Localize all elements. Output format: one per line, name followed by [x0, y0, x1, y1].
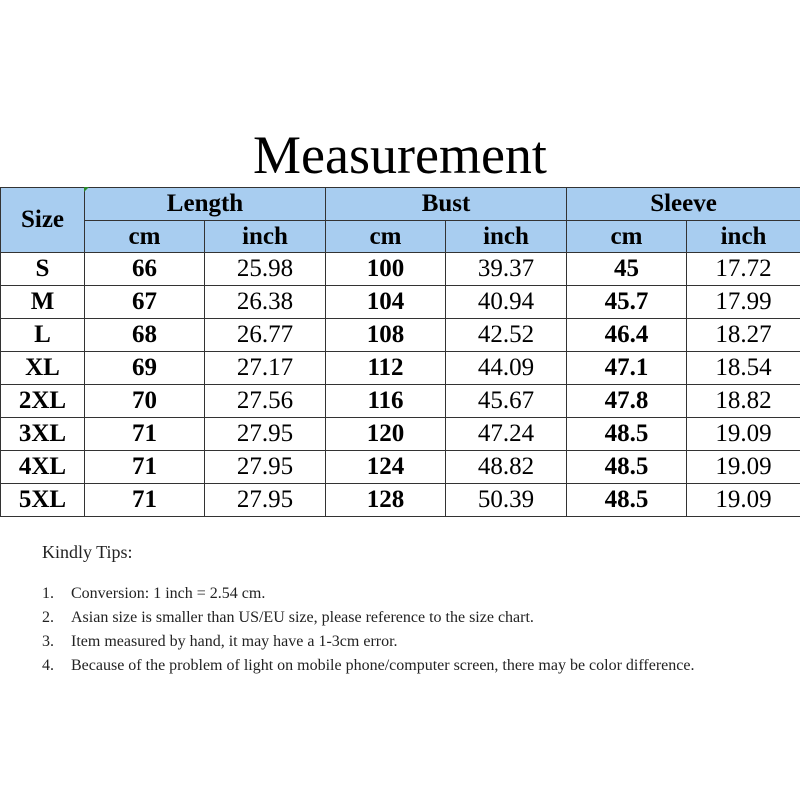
length-cm-cell: 68: [85, 319, 205, 352]
length-inch-cell: 27.95: [205, 451, 326, 484]
table-row: [1, 352, 800, 385]
sleeve-inch-cell: 19.09: [687, 418, 800, 451]
size-cell: XL: [1, 352, 85, 385]
sleeve-cm-cell: 45.7: [567, 286, 687, 319]
table-row: [1, 484, 800, 517]
length-inch-header: inch: [205, 221, 326, 253]
table-row: [1, 319, 800, 352]
bust-inch-cell: 48.82: [446, 451, 567, 484]
length-cm-cell: 67: [85, 286, 205, 319]
sleeve-inch-cell: 18.54: [687, 352, 800, 385]
kindly-tips-section: [42, 540, 762, 678]
tips-list: [42, 582, 762, 678]
table-header-row-units: [1, 221, 800, 253]
bust-inch-cell: 44.09: [446, 352, 567, 385]
length-cm-cell: 71: [85, 451, 205, 484]
sleeve-cm-cell: 48.5: [567, 484, 687, 517]
size-column-header: Size: [1, 188, 85, 253]
sleeve-cm-cell: 48.5: [567, 418, 687, 451]
sleeve-cm-header: cm: [567, 221, 687, 253]
size-cell: 2XL: [1, 385, 85, 418]
tip-number: 2.: [42, 609, 54, 626]
length-inch-cell: 27.17: [205, 352, 326, 385]
sleeve-inch-cell: 18.27: [687, 319, 800, 352]
length-cm-cell: 70: [85, 385, 205, 418]
sleeve-cm-cell: 47.1: [567, 352, 687, 385]
length-inch-cell: 26.77: [205, 319, 326, 352]
bust-inch-header: inch: [446, 221, 567, 253]
table-row: [1, 286, 800, 319]
tip-text: Because of the problem of light on mobile phone/computer screen, there may be color difference.: [71, 657, 695, 674]
tip-item: [42, 606, 762, 630]
length-cm-cell: 69: [85, 352, 205, 385]
length-inch-cell: 26.38: [205, 286, 326, 319]
length-cm-cell: 71: [85, 418, 205, 451]
sleeve-inch-cell: 19.09: [687, 451, 800, 484]
bust-inch-cell: 47.24: [446, 418, 567, 451]
bust-cm-cell: 116: [326, 385, 446, 418]
tip-number: 3.: [42, 633, 54, 650]
bust-cm-cell: 112: [326, 352, 446, 385]
sleeve-inch-header: inch: [687, 221, 800, 253]
bust-cm-cell: 108: [326, 319, 446, 352]
bust-cm-cell: 128: [326, 484, 446, 517]
table-row: [1, 385, 800, 418]
tip-text: Asian size is smaller than US/EU size, please reference to the size chart.: [71, 609, 534, 626]
size-cell: M: [1, 286, 85, 319]
tips-heading: Kindly Tips:: [42, 542, 133, 562]
length-inch-cell: 27.95: [205, 484, 326, 517]
bust-inch-cell: 42.52: [446, 319, 567, 352]
tip-item: [42, 630, 762, 654]
bust-cm-cell: 104: [326, 286, 446, 319]
table-row: [1, 451, 800, 484]
bust-cm-cell: 124: [326, 451, 446, 484]
sleeve-inch-cell: 18.82: [687, 385, 800, 418]
sleeve-group-header: Sleeve: [567, 188, 800, 221]
length-cm-cell: 71: [85, 484, 205, 517]
size-cell: 3XL: [1, 418, 85, 451]
bust-inch-cell: 50.39: [446, 484, 567, 517]
sleeve-inch-cell: 17.99: [687, 286, 800, 319]
size-chart-table: [0, 187, 800, 517]
length-inch-cell: 25.98: [205, 253, 326, 286]
tip-number: 4.: [42, 657, 54, 674]
bust-cm-cell: 120: [326, 418, 446, 451]
length-inch-cell: 27.95: [205, 418, 326, 451]
bust-cm-cell: 100: [326, 253, 446, 286]
page-title: Measurement: [253, 125, 547, 185]
bust-inch-cell: 39.37: [446, 253, 567, 286]
length-inch-cell: 27.56: [205, 385, 326, 418]
size-cell: S: [1, 253, 85, 286]
size-cell: 4XL: [1, 451, 85, 484]
length-group-header: Length: [85, 188, 326, 221]
table-body: [1, 253, 800, 517]
tip-number: 1.: [42, 585, 54, 602]
tip-text: Item measured by hand, it may have a 1-3cm error.: [71, 633, 398, 650]
sleeve-inch-cell: 19.09: [687, 484, 800, 517]
size-cell: L: [1, 319, 85, 352]
sleeve-inch-cell: 17.72: [687, 253, 800, 286]
tip-text: Conversion: 1 inch = 2.54 cm.: [71, 585, 266, 602]
sleeve-cm-cell: 46.4: [567, 319, 687, 352]
length-cm-header: cm: [85, 221, 205, 253]
cell-corner-marker: [84, 187, 89, 192]
bust-cm-header: cm: [326, 221, 446, 253]
table-row: [1, 418, 800, 451]
tip-item: [42, 582, 762, 606]
sleeve-cm-cell: 45: [567, 253, 687, 286]
bust-group-header: Bust: [326, 188, 567, 221]
bust-inch-cell: 45.67: [446, 385, 567, 418]
sleeve-cm-cell: 48.5: [567, 451, 687, 484]
table-row: [1, 253, 800, 286]
tip-item: [42, 654, 762, 678]
bust-inch-cell: 40.94: [446, 286, 567, 319]
size-cell: 5XL: [1, 484, 85, 517]
table-header-row-groups: [1, 188, 800, 221]
length-cm-cell: 66: [85, 253, 205, 286]
sleeve-cm-cell: 47.8: [567, 385, 687, 418]
